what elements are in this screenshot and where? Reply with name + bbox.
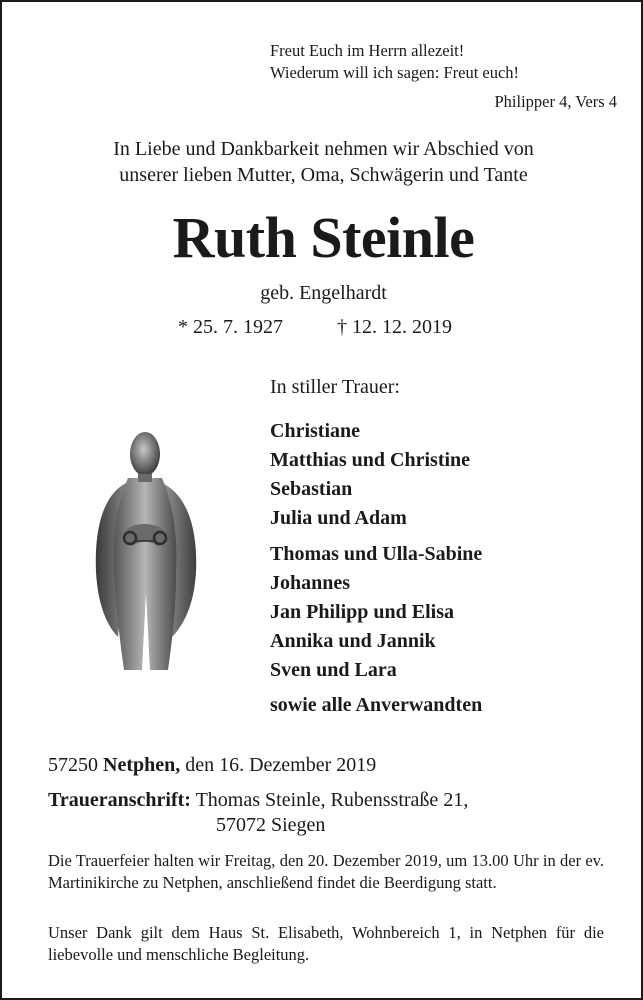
deceased-name: Ruth Steinle xyxy=(172,205,475,270)
address-label: Traueranschrift: xyxy=(48,789,191,811)
birth-name: geb. Engelhardt xyxy=(260,282,387,304)
mourner-name: Matthias und Christine xyxy=(270,449,471,471)
mourner-name: Johannes xyxy=(270,572,351,594)
mourners-closing: sowie alle Anverwandten xyxy=(270,694,483,716)
mourning-address xyxy=(48,789,468,812)
angel-sculpture-image xyxy=(68,422,218,682)
funeral-notice: Die Trauerfeier halten wir Freitag, den 20. Dezember 2019, um 13.00 Uhr in der ev. Martinikirche zu Netphen, anschließend findet die Beerdigung statt. xyxy=(48,851,604,892)
birth-date: * 25. 7. 1927 xyxy=(178,316,283,338)
postcode: 57250 xyxy=(48,754,98,776)
mourner-name: Thomas und Ulla-Sabine xyxy=(270,543,483,565)
mourner-name: Julia und Adam xyxy=(270,507,407,529)
thanks-notice: Unser Dank gilt dem Haus St. Elisabeth, Wohnbereich 1, in Netphen für die liebevolle und menschliche Begleitung. xyxy=(48,923,604,964)
intro-line-2: unserer lieben Mutter, Oma, Schwägerin und Tante xyxy=(119,164,528,186)
mourner-name: Annika und Jannik xyxy=(270,630,436,652)
death-date: † 12. 12. 2019 xyxy=(337,316,452,338)
place-date-line xyxy=(48,754,376,777)
angel-icon xyxy=(68,422,218,682)
mourner-name: Sven und Lara xyxy=(270,659,397,681)
intro-line-1: In Liebe und Dankbarkeit nehmen wir Abschied von xyxy=(113,138,534,160)
mourner-name: Christiane xyxy=(270,420,360,442)
address-line-2: 57072 Siegen xyxy=(216,814,326,836)
mourning-heading: In stiller Trauer: xyxy=(270,376,400,398)
mourner-name: Sebastian xyxy=(270,478,353,500)
verse-reference: Philipper 4, Vers 4 xyxy=(494,92,617,111)
verse-line-2: Wiederum will ich sagen: Freut euch! xyxy=(270,63,520,82)
notice-date: den 16. Dezember 2019 xyxy=(185,754,377,776)
verse-line-1: Freut Euch im Herrn allezeit! xyxy=(270,41,465,60)
address-line-1: Thomas Steinle, Rubensstraße 21, xyxy=(195,789,469,811)
mourner-name: Jan Philipp und Elisa xyxy=(270,601,454,623)
town: Netphen, xyxy=(103,754,181,776)
